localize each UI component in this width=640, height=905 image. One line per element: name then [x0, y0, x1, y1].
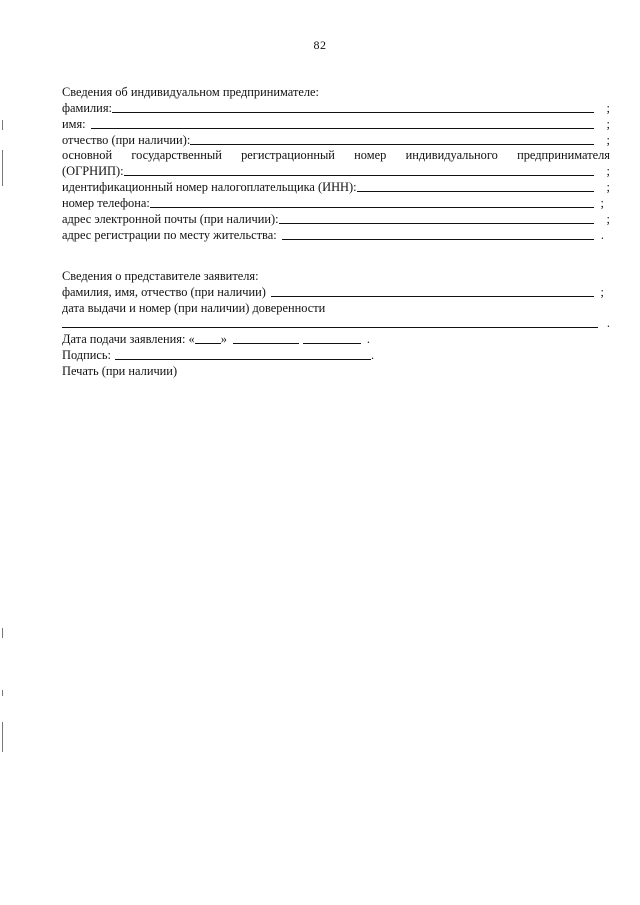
ogrnip-semicolon: ; [606, 164, 610, 179]
signature-row [62, 347, 610, 363]
phone-label: номер телефона: [62, 196, 150, 211]
ogrnip-abbr-label: (ОГРНИП): [62, 164, 124, 179]
rep-fio-semicolon: ; [600, 284, 604, 299]
signature-field[interactable] [115, 359, 371, 360]
ogrnip-word: номер [354, 148, 387, 163]
surname-field[interactable] [112, 112, 594, 113]
email-label: адрес электронной почты (при наличии): [62, 212, 279, 227]
inn-row [62, 179, 610, 195]
inn-semicolon: ; [606, 180, 610, 195]
phone-semicolon: ; [600, 196, 604, 211]
surname-row [62, 100, 610, 116]
ie-heading: Сведения об индивидуальном предпринимателе: [62, 84, 319, 99]
date-row [62, 331, 610, 347]
phone-row [62, 195, 610, 211]
scan-edge-mark [2, 722, 3, 752]
address-row [62, 227, 610, 243]
scan-edge-mark [2, 150, 3, 186]
email-field[interactable] [279, 223, 594, 224]
name-row [62, 116, 610, 132]
surname-label: фамилия: [62, 100, 112, 115]
ogrnip-word: основной [62, 148, 113, 163]
page-number: 82 [313, 38, 327, 52]
name-field[interactable] [91, 128, 594, 129]
poa-label: дата выдачи и номер (при наличии) доверенности [62, 300, 326, 315]
patronymic-label: отчество (при наличии): [62, 132, 191, 147]
ogrnip-word: государственный [131, 148, 222, 163]
name-semicolon: ; [606, 116, 610, 131]
scan-edge-mark [2, 628, 3, 638]
poa-field[interactable] [62, 327, 598, 328]
stamp-row [62, 363, 610, 379]
inn-field[interactable] [357, 191, 594, 192]
scan-edge-mark [2, 690, 3, 696]
email-semicolon: ; [606, 212, 610, 227]
address-period: . [600, 227, 604, 242]
name-label: имя: [62, 116, 86, 131]
address-field[interactable] [282, 239, 594, 240]
patronymic-semicolon: ; [606, 132, 610, 147]
rep-fio-field[interactable] [271, 296, 594, 297]
ogrnip-label-row [62, 148, 610, 164]
ogrnip-word: регистрационный [241, 148, 335, 163]
poa-label-row [62, 300, 610, 316]
application-form [62, 84, 610, 379]
ogrnip-word: индивидуального [405, 148, 498, 163]
inn-label: идентификационный номер налогоплательщика (ИНН): [62, 180, 357, 195]
phone-field[interactable] [150, 207, 594, 208]
rep-heading-row [62, 268, 610, 284]
ie-heading-row [62, 84, 610, 100]
date-year-field[interactable] [303, 343, 361, 344]
stamp-label: Печать (при наличии) [62, 364, 178, 379]
scan-edge-mark [2, 120, 3, 130]
signature-label: Подпись: [62, 348, 111, 363]
rep-fio-row [62, 284, 610, 300]
signature-period: . [370, 348, 375, 363]
email-row [62, 211, 610, 227]
rep-fio-label: фамилия, имя, отчество (при наличии) [62, 284, 266, 299]
poa-row [62, 316, 610, 332]
poa-period: . [606, 316, 610, 331]
date-month-field[interactable] [233, 343, 299, 344]
rep-heading: Сведения о представителе заявителя: [62, 268, 259, 283]
patronymic-field[interactable] [190, 144, 594, 145]
address-label: адрес регистрации по месту жительства: [62, 227, 277, 242]
date-day-field[interactable] [195, 343, 221, 344]
surname-semicolon: ; [606, 100, 610, 115]
ogrnip-field[interactable] [124, 175, 594, 176]
date-period: . [366, 332, 371, 347]
ogrnip-row [62, 163, 610, 179]
date-close-quote: » [220, 332, 227, 347]
ogrnip-word: предпринимателя [517, 148, 610, 163]
date-label: Дата подачи заявления: « [62, 332, 195, 347]
patronymic-row [62, 132, 610, 148]
